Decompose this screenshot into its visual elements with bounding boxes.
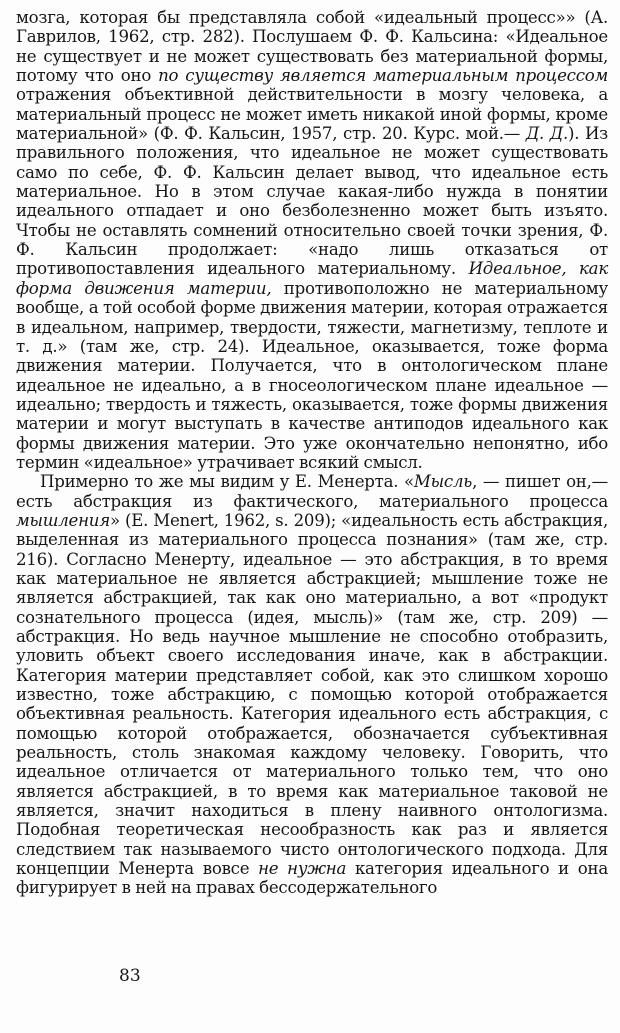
paragraph — [16, 472, 608, 898]
italic-text: не нужна — [258, 859, 347, 879]
text-run: противоположно не материальному вообще, а той особой форме движения материи, которая отражается в идеальном, например, твердости, тяжести, магнетизму, теплоте и т. д.» (там же, стр. 24). Идеальное, оказывается, тоже форма движения материи. Получается, что в онтологическом плане идеальное не идеально, а в гносеологическом плане идеальное — идеально; твердость и тяжесть, оказывается, тоже формы движения материи и могут выступать в качестве антиподов идеального как формы движения материи. Это уже окончательно непонятно, ибо термин «идеальное» утрачивает всякий смысл. — [16, 278, 608, 472]
text-run: ). Из правильного положения, что идеальное не может существовать само по себе, Ф. Ф. Кальсин делает вывод, что идеальное есть материальное. Но в этом случае какая-либо нужда в понятии идеального отпадает и оно безболезненно может быть изъято. Чтобы не оставлять сомнений относительно своей точки зрения, Ф. Ф. Кальсин продолжает: «надо лишь отказаться от противопоставления идеального материальному. — [16, 124, 608, 279]
italic-text: Мысль — [413, 472, 473, 492]
text-run: категория идеального и она фигурирует в ней на правах бессодержательного — [16, 859, 608, 898]
text-run: отражения объективной действительности в мозгу человека, а материальный процесс не может иметь никакой иной формы, кроме материальной» (Ф. Ф. Кальсин, 1957, стр. 20. Курс. мой.— — [16, 85, 608, 144]
italic-text: по существу является материальным процессом — [158, 66, 608, 86]
page-body-text — [16, 8, 608, 898]
italic-text: Д. Д. — [525, 124, 569, 144]
text-run: » (E. Menert, 1962, s. 209); «идеальность есть абстракция, выделенная из материального процесса познания» (там же, стр. 216). Согласно Менерту, идеальное — это абстракция, в то время как материальное не является абстракцией; мышление тоже не является абстракцией, так как оно материально, а вот «продукт сознательного процесса (идея, мысль)» (там же, стр. 209) — абстракция. Но ведь научное мышление не способно отобразить, уловить объект своего исследования иначе, как в абстракции. Категория материи представляет собой, как это слишком хорошо известно, тоже абстракцию, с помощью которой отображается объективная реальность. Категория идеального есть абстракция, с помощью которой отображается, обозначается субъективная реальность, столь знакомая каждому человеку. Говорить, что идеальное отличается от материального только тем, что оно является абстракцией, в то время как материальное таковой не является, значит находиться в плену наивного онтологизма. Подобная теоретическая несообразность как раз и является следствием так называемого чисто онтологического подхода. Для концепции Менерта вовсе — [16, 510, 608, 879]
italic-text: мышления — [16, 510, 110, 530]
text-run: Примерно то же мы видим у Е. Менерта. « — [40, 472, 414, 492]
paragraph — [16, 8, 608, 472]
italic-text: Идеальное, как форма движения материи, — [16, 259, 608, 298]
text-run: мозга, которая бы представляла собой «идеальный процесс»» (А. Гаврилов, 1962, стр. 282). Послушаем Ф. Ф. Кальсина: «Идеальное не существует и не может существовать без материальной формы, потому что оно — [16, 8, 608, 86]
text-run: , — пишет он,— есть абстракция из фактического, материального процесса — [16, 472, 608, 511]
page-number: 83 — [119, 966, 141, 986]
